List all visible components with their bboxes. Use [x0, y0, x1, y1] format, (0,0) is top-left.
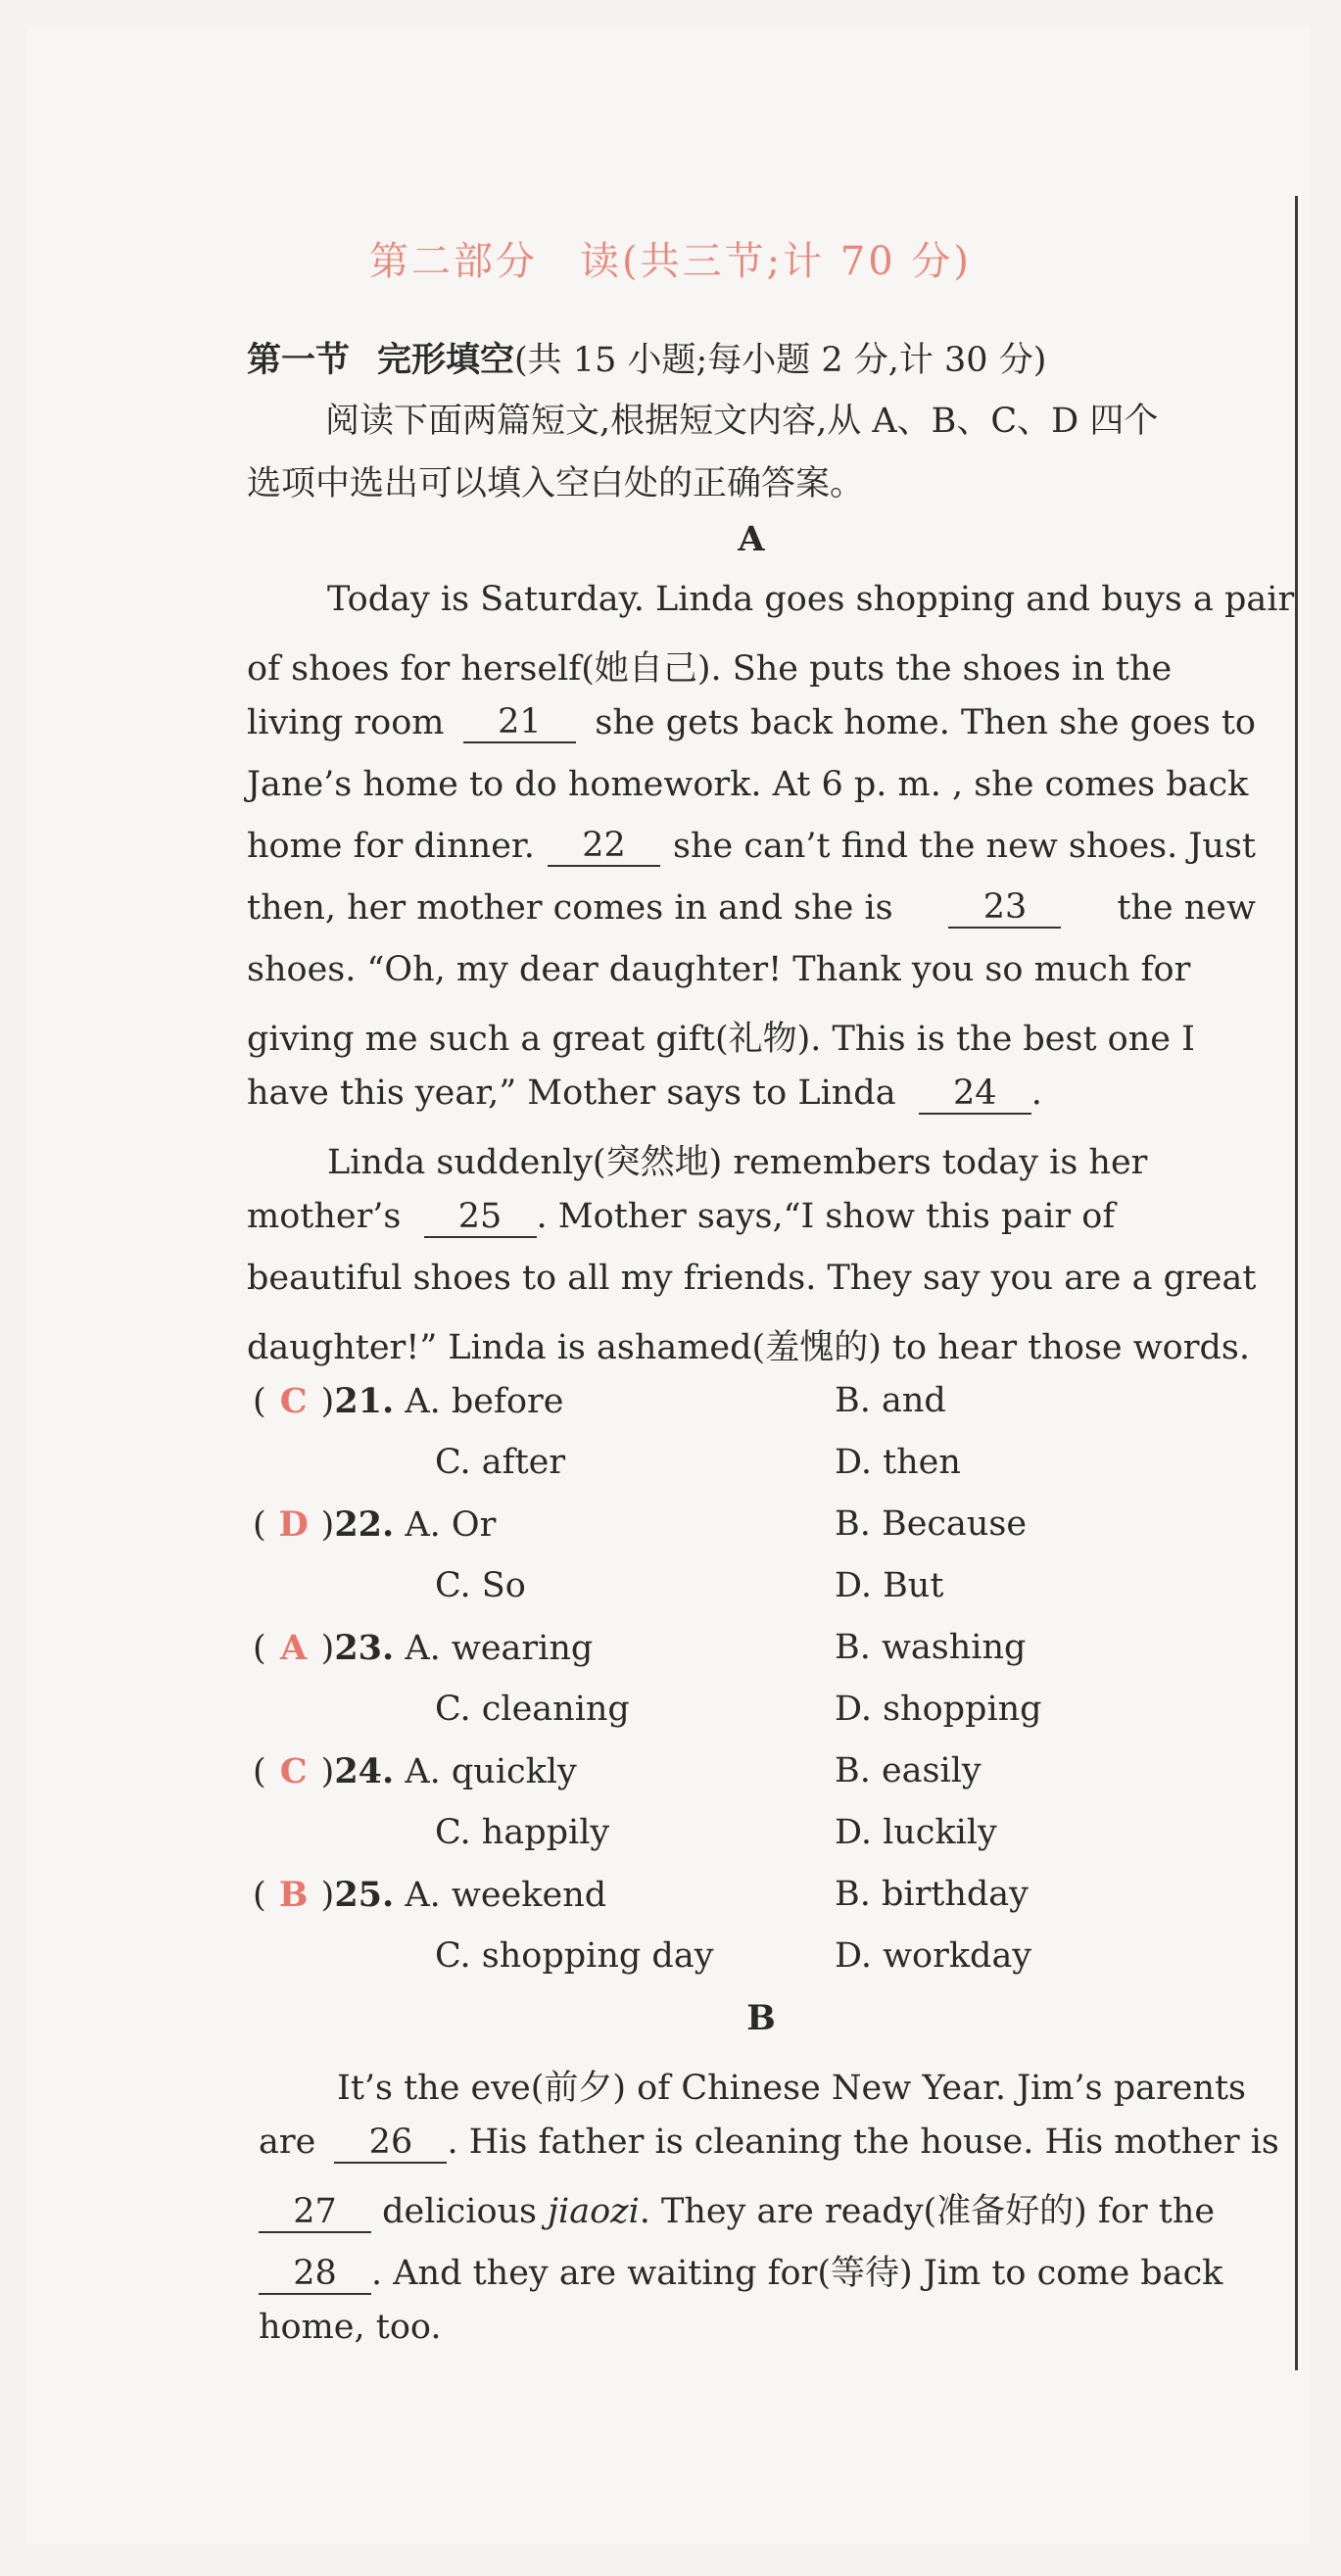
question-number: 23. — [334, 1628, 395, 1668]
question-24: ( C )24. A. quickly — [253, 1751, 577, 1791]
option-b: B. and — [835, 1381, 946, 1420]
part-title: 第二部分 读(共三节;计 70 分) — [368, 239, 972, 284]
option-b: B. birthday — [835, 1875, 1029, 1914]
blank-28: 28 — [259, 2255, 371, 2295]
question-22: ( D )22. A. Or — [253, 1504, 497, 1545]
passage-a-line — [247, 703, 1256, 743]
option-d: D. But — [835, 1566, 944, 1605]
question-25: ( B )25. A. weekend — [253, 1875, 607, 1915]
text: . They are ready(准备好的) for the — [639, 2192, 1216, 2231]
passage-a-label: A — [738, 519, 765, 559]
option-c: C. after — [435, 1443, 566, 1482]
answer-mark: C — [279, 1381, 308, 1421]
instruction-line-2: 选项中选出可以填入空白处的正确答案。 — [247, 464, 865, 503]
option-c: C. cleaning — [435, 1690, 630, 1729]
text: then, her mother comes in and she is — [247, 888, 893, 928]
passage-a-line: Jane’s home to do homework. At 6 p. m. , she comes back — [247, 765, 1249, 804]
text: are — [259, 2123, 316, 2162]
passage-b-line — [259, 2184, 1264, 2233]
blank-27: 27 — [259, 2193, 371, 2233]
text: . — [1030, 1073, 1042, 1113]
section-heading — [247, 333, 1256, 382]
blank-24: 24 — [919, 1074, 1031, 1115]
passage-b-line: home, too. — [259, 2308, 442, 2347]
passage-b-line — [337, 2061, 1264, 2110]
answer-mark: A — [280, 1628, 308, 1668]
passage-a-line — [247, 1073, 1256, 1115]
option-c: C. shopping day — [435, 1936, 714, 1976]
instruction-line-1: 阅读下面两篇短文,根据短文内容,从 A、B、C、D 四个 — [325, 402, 1159, 441]
text: Linda suddenly(突然地) remembers today is her — [327, 1143, 1148, 1182]
answer-mark: D — [278, 1504, 309, 1545]
text: mother’s — [247, 1197, 402, 1236]
blank-25: 25 — [424, 1198, 537, 1238]
option-b: B. Because — [835, 1504, 1028, 1544]
text: . His father is cleaning the house. His mother is — [447, 2123, 1279, 2162]
margin-rule — [1295, 196, 1298, 2370]
text: . And they are waiting for(等待) Jim to come back — [371, 2254, 1223, 2293]
option-d: D. luckily — [835, 1813, 997, 1852]
passage-a-line: giving me such a great gift(礼物). This is the best one I — [247, 1020, 1195, 1059]
text: home for dinner. — [247, 827, 535, 866]
blank-26: 26 — [334, 2123, 447, 2164]
passage-b-label: B — [746, 1998, 776, 2038]
text: the new — [1117, 888, 1256, 928]
option-d: D. then — [835, 1443, 961, 1482]
question-21: ( C )21. A. before — [253, 1381, 564, 1421]
question-number: 25. — [334, 1875, 395, 1915]
answer-mark: C — [279, 1751, 308, 1791]
text: It’s the eve(前夕) of Chinese New Year. Jim’s parents — [337, 2069, 1247, 2108]
passage-a-line: daughter!” Linda is ashamed(羞愧的) to hear those words. — [247, 1328, 1250, 1367]
option-a: A. before — [405, 1382, 564, 1421]
option-d: D. shopping — [835, 1690, 1042, 1729]
option-a: A. Or — [405, 1505, 497, 1545]
option-d: D. workday — [835, 1936, 1032, 1976]
question-number: 24. — [334, 1751, 395, 1791]
text: delicious — [382, 2192, 538, 2231]
section-info: (共 15 小题;每小题 2 分,计 30 分) — [514, 341, 1047, 380]
passage-a-line — [247, 888, 1256, 929]
text: of shoes for herself(她自己). She puts the shoes in the — [247, 649, 1173, 689]
passage-b-line — [259, 2246, 1264, 2295]
question-number: 21. — [334, 1381, 395, 1421]
text: living room — [247, 703, 445, 742]
question-number: 22. — [334, 1504, 395, 1545]
option-b: B. washing — [835, 1628, 1027, 1667]
option-a: A. weekend — [405, 1876, 607, 1915]
passage-a-line — [327, 1135, 1256, 1184]
answer-mark: B — [278, 1875, 309, 1915]
passage-a-line: beautiful shoes to all my friends. They say you are a great — [247, 1259, 1257, 1298]
passage-a-line — [247, 1197, 1256, 1238]
passage-a-line — [327, 580, 1295, 619]
text: she gets back home. Then she goes to — [595, 703, 1256, 742]
option-a: A. wearing — [405, 1629, 594, 1668]
option-b: B. easily — [835, 1751, 982, 1790]
text: have this year,” Mother says to Linda — [247, 1073, 896, 1113]
blank-21: 21 — [463, 703, 576, 743]
question-23: ( A )23. A. wearing — [253, 1628, 594, 1668]
section-label: 第一节 — [247, 341, 351, 380]
passage-a-line — [247, 642, 1256, 691]
option-a: A. quickly — [405, 1752, 577, 1791]
blank-22: 22 — [548, 827, 660, 867]
passage-b-line — [259, 2123, 1279, 2164]
option-c: C. happily — [435, 1813, 610, 1852]
text: . Mother says,“I show this pair of — [536, 1197, 1116, 1236]
text: Today is Saturday. Linda goes shopping and buys a pair — [327, 580, 1295, 619]
option-c: C. So — [435, 1566, 526, 1605]
blank-23: 23 — [948, 888, 1061, 929]
section-title: 完形填空 — [377, 341, 515, 380]
passage-a-line — [247, 827, 1256, 867]
text: she can’t find the new shoes. Just — [673, 827, 1256, 866]
text-italic: jiaozi — [548, 2192, 640, 2231]
passage-a-line: shoes. “Oh, my dear daughter! Thank you so much for — [247, 950, 1191, 989]
